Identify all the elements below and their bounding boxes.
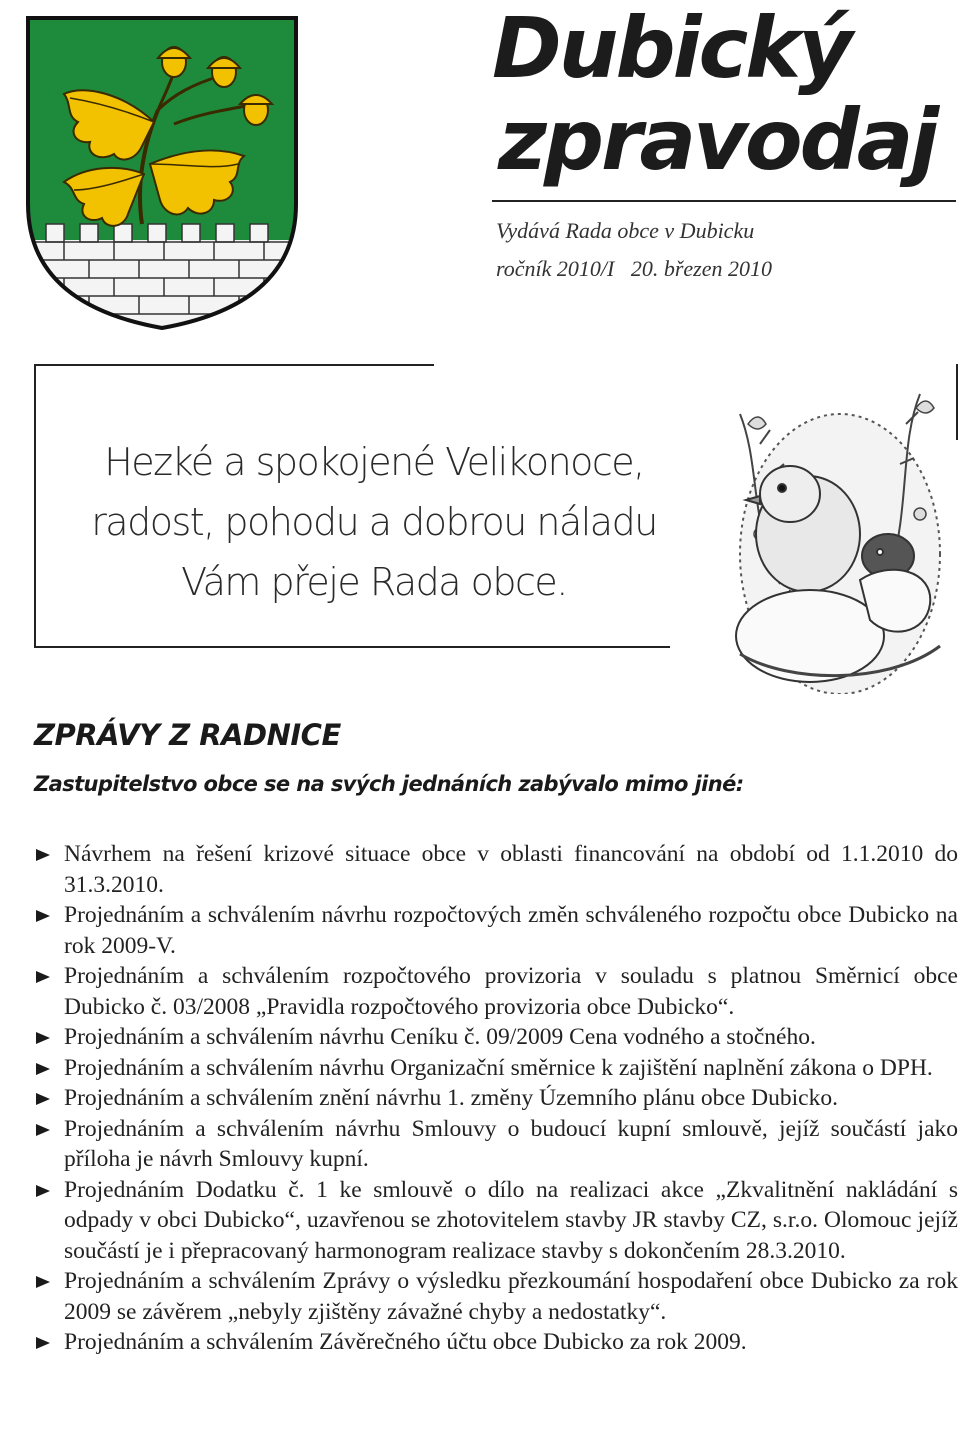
greeting-line-2: radost, pohodu a dobrou náladu <box>91 500 657 544</box>
newsletter-title <box>492 0 937 189</box>
section-subtitle: Zastupitelstvo obce se na svých jednáních zabývalo mimo jiné: <box>34 772 744 796</box>
greeting-line-3: Vám přeje Rada obce. <box>181 560 567 604</box>
section-title: ZPRÁVY Z RADNICE <box>34 718 341 752</box>
easter-chick-illustration <box>720 384 952 694</box>
list-item: Projednáním a schválením znění návrhu 1. změny Územního plánu obce Dubicko. <box>34 1083 958 1114</box>
title-line-1: Dubický <box>492 0 850 97</box>
list-item: Projednáním a schválením Zprávy o výsledku přezkoumání hospodaření obce Dubicko za rok 2009 se závěrem „nebyly zjištěny závažné chyby a nedostatky“. <box>34 1266 958 1327</box>
list-item: Návrhem na řešení krizové situace obce v oblasti financování na období od 1.1.2010 do 31.3.2010. <box>34 839 958 900</box>
coat-of-arms-icon <box>24 14 300 332</box>
list-item: Projednáním a schválením rozpočtového provizoria v souladu s platnou Směrnicí obce Dubicko č. 03/2008 „Pravidla rozpočtového provizoria obce Dubicko“. <box>34 961 958 1022</box>
council-items-list <box>34 839 958 1358</box>
greeting-message <box>34 432 714 612</box>
issue-text: ročník 2010/I 20. březen 2010 <box>496 256 772 281</box>
title-line-2: zpravodaj <box>498 91 937 189</box>
list-item: Projednáním Dodatku č. 1 ke smlouvě o dílo na realizaci akce „Zkvalitnění nakládání s odpady v obci Dubicko“, uzavřenou se zhotovitelem stavby JR stavby CZ, s.r.o. Olomouc jejíž součástí je i přepracovaný harmonogram realizace stavby s dokončením 28.3.2010. <box>34 1175 958 1267</box>
masthead-info <box>496 212 772 288</box>
list-item: Projednáním a schválením návrhu Ceníku č. 09/2009 Cena vodného a stočného. <box>34 1022 958 1053</box>
list-item: Projednáním a schválením Závěrečného účtu obce Dubicko za rok 2009. <box>34 1327 958 1358</box>
list-item: Projednáním a schválením návrhu Organizační směrnice k zajištění naplnění zákona o DPH. <box>34 1053 958 1084</box>
list-item: Projednáním a schválením návrhu Smlouvy o budoucí kupní smlouvě, jejíž součástí jako příloha je návrh Smlouvy kupní. <box>34 1114 958 1175</box>
greeting-line-1: Hezké a spokojené Velikonoce, <box>104 440 644 484</box>
frame-tick <box>956 364 958 440</box>
masthead-divider <box>492 200 956 202</box>
publisher-text: Vydává Rada obce v Dubicku <box>496 218 755 243</box>
list-item: Projednáním a schválením návrhu rozpočtových změn schváleného rozpočtu obce Dubicko na rok 2009-V. <box>34 900 958 961</box>
